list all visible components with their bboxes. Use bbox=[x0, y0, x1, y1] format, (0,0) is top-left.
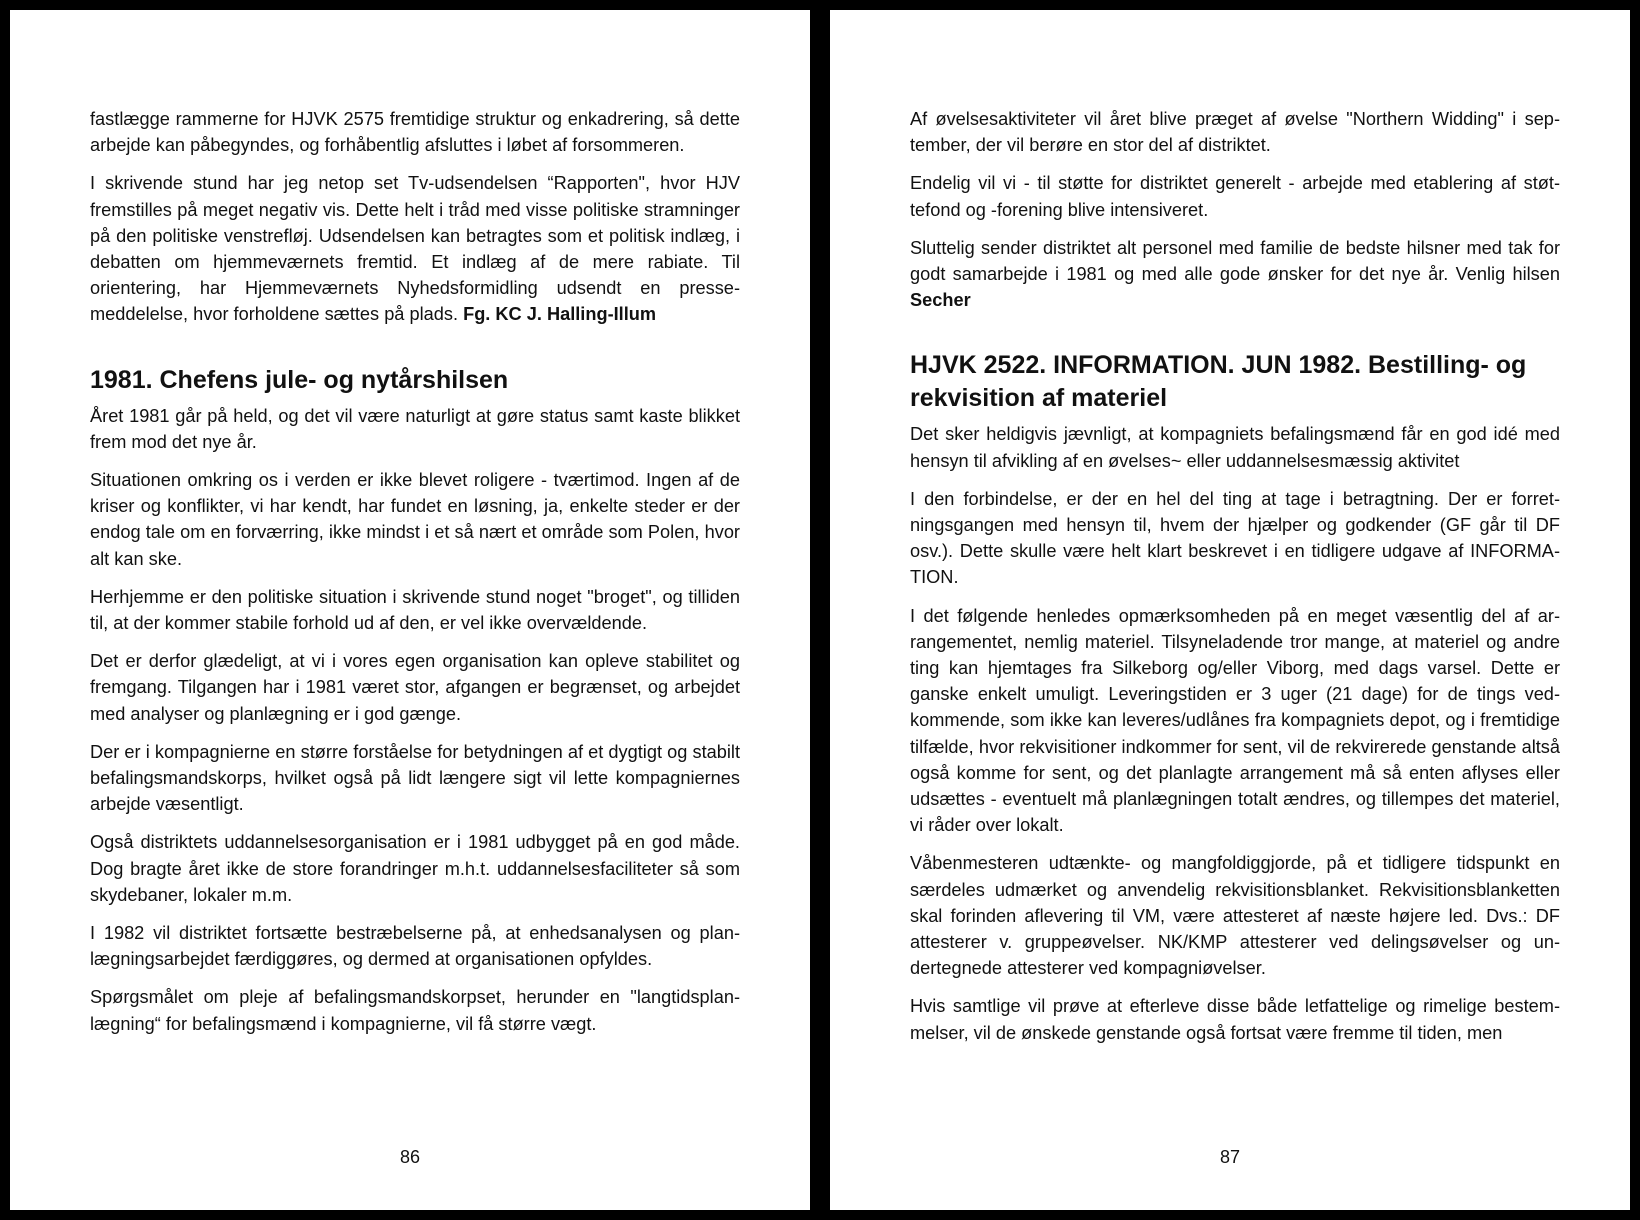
page-number: 86 bbox=[399, 1147, 421, 1167]
paragraph-text: Sluttelig sender distriktet alt personel med familie de bedste hilsner med tak for godt samarbejde i 1981 og med alle gode ønsker for det nye år. Venlig hilsen bbox=[910, 237, 1560, 285]
signature: Secher bbox=[910, 290, 971, 311]
paragraph: I det følgende henledes opmærksomheden på en meget væsentlig del af arrangementet, nemlig materiel. Tilsyneladende tror mange, at materiel og andre ting kan hjemtages fra Silkeborg og/eller Viborg, med dags varsel. Dette er ganske enkelt umuligt. Leveringstiden er 3 uger (21 dage) for de tings vedkommende, som ikke kan leveres/udlånes fra kompagniets depot, og i fremtidige tilfælde, hvor rekvisitioner indkommer for sent, vil de rekvirerede genstande altså også komme for sent, og det planlagte arrangement må så enten aflyses eller udsættes - eventuelt må planlægningen totalt ændres, og tillempes det materiel, vi råder over lokalt. bbox=[910, 605, 1560, 836]
paragraph: I 1982 vil distriktet fortsætte bestræbelserne på, at enhedsanalysen og planlægningsarbejdet færdiggøres, og dermed at organisationen opfyldes. bbox=[90, 923, 740, 970]
paragraph-text: I skrivende stund har jeg netop set Tv-udsendelsen “Rapporten", hvor HJV fremstilles på meget negativ vis. Dette helt i tråd med visse politiske stramninger på den politiske venstrefløj. Udsendelsen kan betragtes som et politisk indlæg, i debatten om hjemmeværnets fremtid. Et indlæg af de mere rabiate. Til orientering, har Hjemmeværnets Nyhedsformidling udsendt en pressemeddelelse, hvor forholdene sættes på plads. bbox=[90, 173, 740, 325]
page-number: 87 bbox=[1219, 1147, 1241, 1167]
paragraph: Året 1981 går på held, og det vil være naturligt at gøre status samt kaste blikket frem mod det nye år. bbox=[90, 405, 740, 452]
paragraph: Endelig vil vi - til støtte for distriktet generelt - arbejde med etablering af støttefond og -forening blive intensiveret. bbox=[910, 173, 1560, 220]
signature: Fg. KC J. Halling-Illum bbox=[463, 304, 657, 325]
left-page bbox=[10, 10, 810, 1210]
right-page bbox=[830, 10, 1630, 1210]
paragraph: Herhjemme er den politiske situation i skrivende stund noget "broget", og tilliden til, at der kommer stabile forhold ud af den, er vel ikke overvældende. bbox=[90, 586, 740, 634]
paragraph: Våbenmesteren udtænkte- og mangfoldiggjorde, på et tidligere tidspunkt en særdeles udmærket og anvendelig rekvisitionsblanket. Rekvisitionsblanketten skal forinden aflevering til VM, være attesteret af næste højere led. Dvs.: DF attesterer v. gruppeøvelser. NK/KMP attesterer ved delingsøvelser og undertegnede attesterer ved kompagniøvelser. bbox=[910, 853, 1560, 979]
paragraph: Også distriktets uddannelsesorganisation er i 1981 udbygget på en god måde. Dog bragte året ikke de store forandringer m.h.t. uddannelsesfaciliteter så som skydebaner, lokaler m.m. bbox=[90, 832, 740, 905]
paragraph: Spørgsmålet om pleje af befalingsmandskorpset, herunder en "langtidsplanlægning“ for befalingsmænd i kompagnierne, vil få større vægt. bbox=[90, 987, 740, 1034]
section-heading: HJVK 2522. INFORMATION. JUN 1982. Bestilling- og rekvisition af materiel bbox=[910, 351, 1527, 413]
paragraph: fastlægge rammerne for HJVK 2575 fremtidige struktur og enkadrering, så dette arbejde kan påbegyndes, og forhåbentlig afsluttes i løbet af forsommeren. bbox=[90, 109, 740, 156]
paragraph bbox=[910, 235, 1560, 314]
section-heading: 1981. Chefens jule- og nytårshilsen bbox=[90, 365, 509, 394]
right-page-content bbox=[910, 106, 1560, 1058]
paragraph: I den forbindelse, er der en hel del ting at tage i betragtning. Der er forretningsgangen med hensyn til, hvem der hjælper og godkender (GF går til DF osv.). Dette skulle være helt klart beskrevet i en tidligere udgave af INFORMATION. bbox=[910, 488, 1560, 588]
paragraph: Det er derfor glædeligt, at vi i vores egen organisation kan opleve stabilitet og fremgang. Tilgangen har i 1981 været stor, afgangen er begrænset, og arbejdet med analyser og planlægning er i god gænge. bbox=[90, 651, 740, 724]
paragraph: Der er i kompagnierne en større forståelse for betydningen af et dygtigt og stabilt befalingsmandskorps, hvilket også på lidt længere sigt vil lette kompagniernes arbejde væsentligt. bbox=[90, 741, 740, 815]
paragraph: Situationen omkring os i verden er ikke blevet roligere - tværtimod. Ingen af de kriser og konflikter, vi har kendt, har fundet en løsning, ja, enkelte steder er der endog tale om en forværring, ikke mindst i et så nært et område som Polen, hvor alt kan ske. bbox=[90, 470, 740, 569]
paragraph: Hvis samtlige vil prøve at efterleve disse både letfattelige og rimelige bestemmelser, vil de ønskede genstande også fortsat være fremme til tiden, men bbox=[910, 996, 1560, 1043]
paragraph: Af øvelsesaktiviteter vil året blive præget af øvelse "Northern Widding" i september, der vil berøre en stor del af distriktet. bbox=[910, 109, 1560, 156]
left-page-content bbox=[90, 106, 740, 1049]
paragraph bbox=[90, 170, 740, 327]
paragraph: Det sker heldigvis jævnligt, at kompagniets befalingsmænd får en god idé med hensyn til afvikling af en øvelses~ eller uddannelsesmæssig aktivitet bbox=[910, 424, 1560, 471]
